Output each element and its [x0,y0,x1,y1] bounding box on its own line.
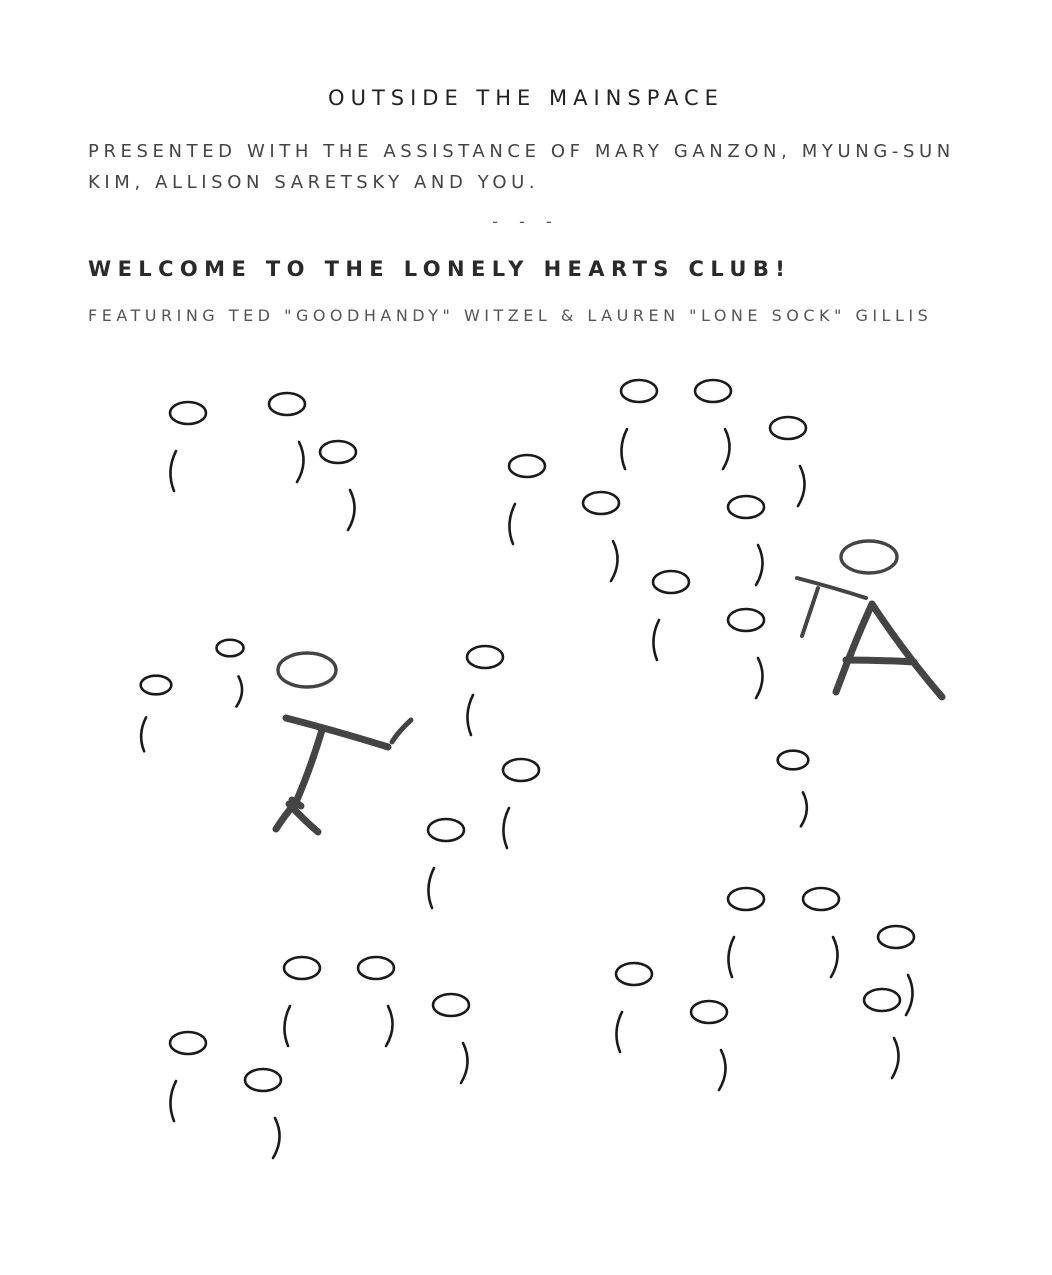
head-circle [695,380,731,402]
body-stroke [509,504,515,544]
body-stroke [756,658,763,698]
crowd-figure [358,957,394,1046]
head-circle [691,1001,727,1023]
body-stroke [284,1006,290,1046]
head-circle [269,393,305,415]
body-stroke [723,429,730,469]
head-circle [728,609,764,631]
body-stroke [719,1050,726,1090]
crowd-figure [616,963,652,1052]
crowd-figure [728,609,764,698]
head-circle [728,888,764,910]
crowd-figure [728,888,764,977]
crowd-figure [217,640,244,707]
body-stroke [170,1081,176,1121]
body-stroke [621,429,627,469]
crowd-figure [509,455,545,544]
page-title: OUTSIDE THE MAINSPACE [328,86,724,110]
body-stroke [798,466,805,506]
body-stroke [503,808,509,848]
crowd-figure [467,646,503,735]
body-stroke [461,1043,468,1083]
crowd-figure [695,380,731,469]
head-circle [245,1069,281,1091]
body-stroke [653,620,659,660]
crowd-figure [170,402,206,491]
head-circle [616,963,652,985]
body-stroke [831,937,838,977]
crowd-figure [269,393,305,482]
body-stroke [906,975,913,1015]
head-circle [653,571,689,593]
head-circle [170,1032,206,1054]
body-stroke [386,1006,393,1046]
body-stroke [273,1118,280,1158]
credits-text: PRESENTED WITH THE ASSISTANCE OF MARY GANZON, MYUNG-SUN KIM, ALLISON SARETSKY AND YOU. [88,141,955,193]
head-circle [503,759,539,781]
crowd-figures [141,380,914,1158]
crowd-figure [878,926,914,1015]
head-circle [728,496,764,518]
head-circle [358,957,394,979]
head-circle [803,888,839,910]
crowd-figure [433,994,469,1083]
head-circle [583,492,619,514]
figure-t [276,653,411,832]
head-circle [433,994,469,1016]
crowd-figure [621,380,657,469]
crowd-figure [653,571,689,660]
body-stroke [892,1038,899,1078]
crowd-figure [428,819,464,908]
head-circle [217,640,244,657]
head-circle [428,819,464,841]
figure-a [797,541,942,697]
head-circle [509,455,545,477]
featuring-text: FEATURING TED "GOODHANDY" WITZEL & LAUREN "LONE SOCK" GILLIS [88,306,933,325]
body-stroke [467,695,473,735]
crowd-figure [284,957,320,1046]
crowd-figure [320,441,356,530]
crowd-figure [691,1001,727,1090]
crowd-figure [778,751,809,827]
crowd-figure [864,989,900,1078]
crowd-figure [245,1069,281,1158]
head-circle [170,402,206,424]
head-circle [467,646,503,668]
body-stroke [141,717,146,751]
body-stroke [801,792,807,826]
body-stroke [728,937,734,977]
body-stroke [170,451,176,491]
crowd-figure [141,676,172,752]
body-stroke [616,1012,622,1052]
body-stroke [348,490,355,530]
section-separator: - - - [492,212,560,231]
body-stroke [428,868,434,908]
head-circle [621,380,657,402]
crowd-figure [503,759,539,848]
crowd-figure [170,1032,206,1121]
head-circle [778,751,809,770]
head-circle [141,676,172,695]
crowd-figure [728,496,764,585]
head-circle [284,957,320,979]
body-stroke [297,442,304,482]
head-circle [320,441,356,463]
crowd-figure [803,888,839,977]
crowd-figure [770,417,806,506]
body-stroke [237,677,243,707]
body-stroke [756,545,763,585]
body-stroke [611,541,618,581]
crowd-figure [583,492,619,581]
head-circle [864,989,900,1011]
comic-heading: WELCOME TO THE LONELY HEARTS CLUB! [88,257,792,281]
head-circle [770,417,806,439]
head-circle [878,926,914,948]
